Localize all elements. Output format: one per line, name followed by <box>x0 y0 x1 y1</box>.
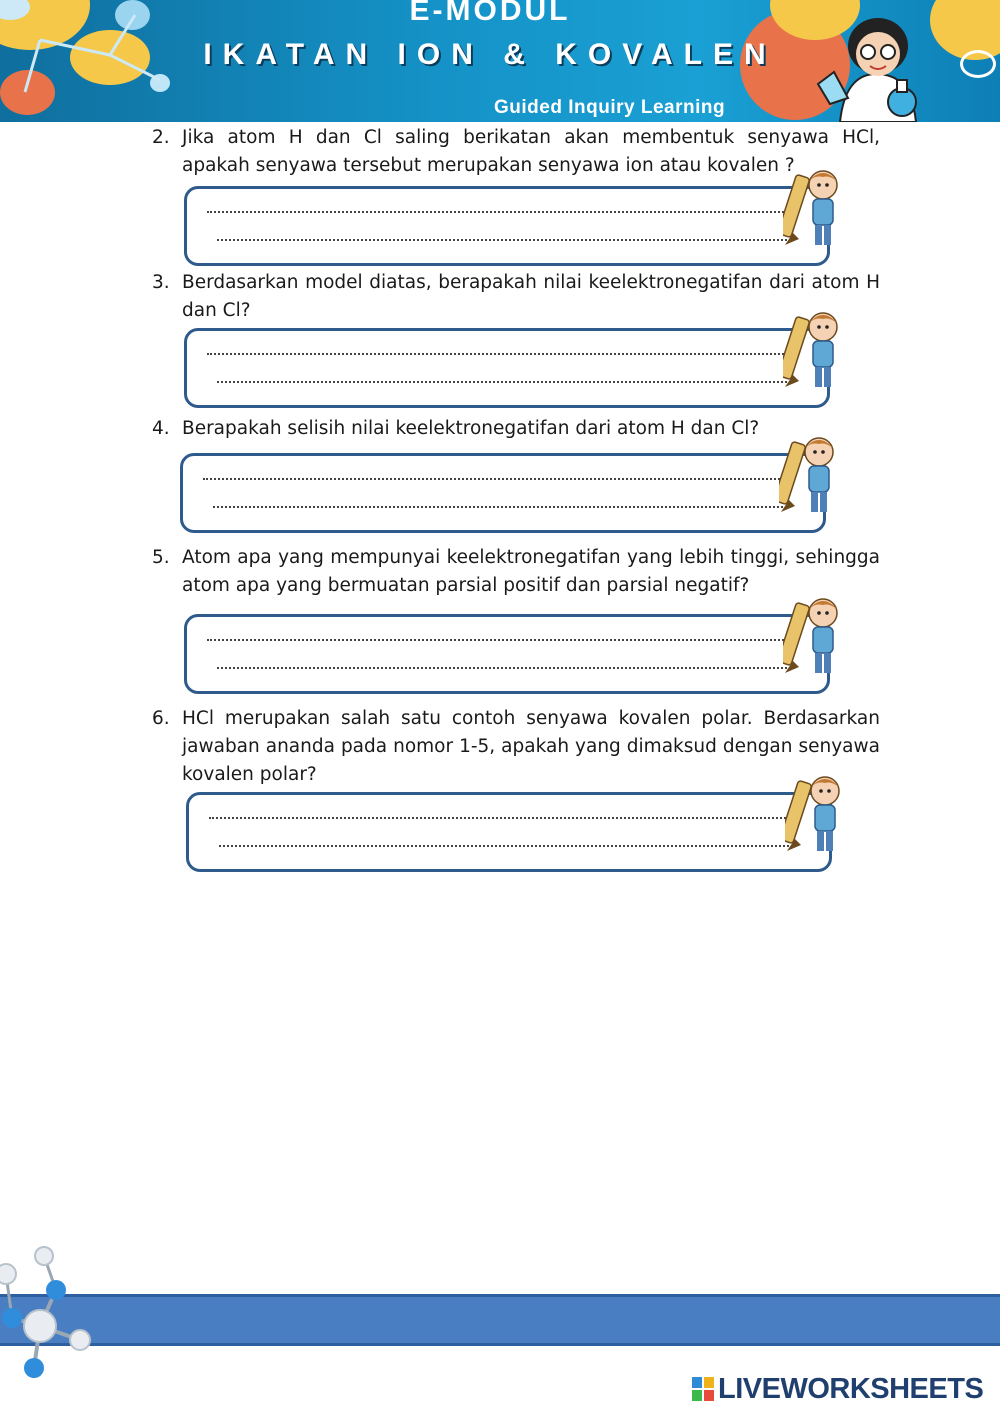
question-3 <box>152 269 880 325</box>
answer-line[interactable] <box>217 667 787 669</box>
module-tagline: Guided Inquiry Learning <box>494 97 726 118</box>
answer-line[interactable] <box>203 478 783 480</box>
answer-line[interactable] <box>209 817 789 819</box>
question-text: Berdasarkan model diatas, berapakah nilai keelektronegatifan dari atom H dan Cl? <box>182 272 880 321</box>
answer-box-4[interactable] <box>180 453 826 533</box>
question-number: 2. <box>152 127 170 148</box>
answer-line[interactable] <box>207 353 787 355</box>
question-text: HCl merupakan salah satu contoh senyawa kovalen polar. Berdasarkan jawaban ananda pada nomor 1-5, apakah yang dimaksud dengan senyawa kovalen polar? <box>182 708 880 785</box>
liveworksheets-brand: LIVEWORKSHEETS <box>718 1372 984 1405</box>
question-number: 5. <box>152 547 170 568</box>
answer-line[interactable] <box>213 506 783 508</box>
answer-box-2[interactable] <box>184 186 830 266</box>
liveworksheets-logo[interactable] <box>692 1372 983 1406</box>
question-6 <box>152 705 880 789</box>
module-title: E-MODUL <box>409 0 571 27</box>
answer-line[interactable] <box>217 239 787 241</box>
pencil-kid-icon <box>783 593 841 683</box>
question-number: 4. <box>152 418 170 439</box>
question-number: 3. <box>152 272 170 293</box>
molecule-icon <box>0 1244 110 1384</box>
answer-box-5[interactable] <box>184 614 830 694</box>
answer-box-6[interactable] <box>186 792 832 872</box>
answer-line[interactable] <box>219 845 789 847</box>
header-banner <box>0 0 1000 122</box>
question-5 <box>152 544 880 600</box>
answer-line[interactable] <box>207 639 787 641</box>
question-text: Berapakah selisih nilai keelektronegatifan dari atom H dan Cl? <box>182 418 760 439</box>
question-text: Atom apa yang mempunyai keelektronegatifan yang lebih tinggi, sehingga atom apa yang bermuatan parsial positif dan parsial negatif? <box>182 547 880 596</box>
footer-bar <box>0 1294 1000 1346</box>
question-number: 6. <box>152 708 170 729</box>
scientist-icon <box>800 14 950 122</box>
pencil-kid-icon <box>779 432 837 522</box>
question-2 <box>152 124 880 180</box>
pencil-kid-icon <box>785 771 843 861</box>
answer-box-3[interactable] <box>184 328 830 408</box>
pencil-kid-icon <box>783 307 841 397</box>
question-4 <box>152 415 880 443</box>
question-text: Jika atom H dan Cl saling berikatan akan membentuk senyawa HCl, apakah senyawa tersebut merupakan senyawa ion atau kovalen ? <box>182 127 880 176</box>
module-subtitle: IKATAN ION & KOVALEN <box>203 38 777 71</box>
answer-line[interactable] <box>217 381 787 383</box>
liveworksheets-grid-icon <box>692 1377 714 1401</box>
answer-line[interactable] <box>207 211 787 213</box>
pencil-kid-icon <box>783 165 841 255</box>
